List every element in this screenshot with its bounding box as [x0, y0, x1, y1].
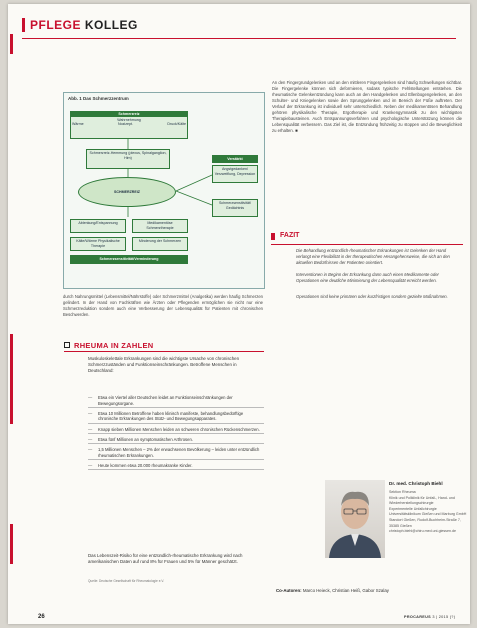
fazit-paragraph-3: Operationen sind keine primären oder kurzfristigen sondern gezielte Maßnahmen. [296, 294, 448, 299]
right-body-text [272, 80, 462, 134]
book-icon [64, 342, 70, 348]
figure-box-b2: Medikamentöse Schmerztherapie [132, 219, 188, 233]
figure-box-top-sub: Wahrnehmung [117, 117, 141, 122]
figure-box-b4: Minderung der Schmerzen [132, 237, 188, 251]
figure-box-b1: Ablenkung/Entspannung [70, 219, 126, 233]
rheuma-list [88, 395, 264, 473]
side-mark [10, 524, 13, 564]
rheuma-rule [64, 351, 264, 352]
figure-box-top-left: Wärme [72, 122, 84, 127]
figure-box-mid: Schmerzreiz-Hemmung (plexus, Spinalganglion, Hirn) [86, 149, 170, 169]
figure-box-b3: Kälte/Wärme Physikalische Therapie [70, 237, 126, 251]
header-accent [22, 18, 25, 32]
list-item: — Knapp sieben Millionen Menschen leiden an schweren chronischen Rückenschmerzen. [88, 427, 264, 435]
coauthors: Co-Autoren: Marco Heieck, Christian Heiß, Gabor Szalay [276, 588, 389, 593]
fazit-rule [271, 244, 463, 245]
page-number: 26 [38, 614, 45, 620]
figure-caption: Abb. 1 Das Schmerzzentrum [68, 96, 129, 101]
author-affiliation: Sektion Rheuma Klinik und Poliklinik für Unfall-, Hand- und Wiederherstellungschirurgie Experimentelle Unfallchirurgie Universitätsklinikum Gießen und Marburg GmbH Standort Gießen, Rudolf-Buchheim-Straße 7, 35385 Gießen christoph.biehl@chiru.med.uni-giessen.de [389, 490, 469, 535]
list-item: — Etwa 10 Millionen Betroffene haben klinisch manifeste, behandlungsbedürftige chronische Erkrankungen des Stütz- und Bewegungsapparates. [88, 411, 264, 424]
left-body-text: durch Nahrungsmittel (Lebensmittel/Nährstoffe) oder Schmerzmittel (Analgetika) werden häufig Schmerzen gelindert. In der Hand von Fachkräften wie Ärzten oder Pflegenden ermöglichen sie nicht nur eine Schmerzreduktion sondern auch eine Verbesserung der Lebensqualität für Patienten mit chronischen Beschwerden. [63, 294, 263, 317]
author-photo [325, 480, 385, 558]
rheuma-intro: Muskuloskelettale Erkrankungen sind die wichtigste Ursache von chronischen Schmerzzuständen und Funktionseinschränkungen. Betroffene Menschen in Deutschland: [88, 356, 240, 373]
right-body-paragraph: An den Fingergrundgelenken und an den mittleren Fingergelenken sind häufig Schwellungen sichtbar. Die Fingergelenke können sich deformieren, sodass typische Fehlstellungen entstehen. Die rheumatische Gelenkentzündung kann auch an den Handgelenken und Ellenbogengelenken, an den Schulter- und Kniegelenken sowie den Sprunggelenken und im Bereich der Füße auftreten. Der Verlauf der Erkrankung ist individuell sehr unterschiedlich. Neben der medikamentösen Behandlung gehören physikalische Therapie, Ergotherapie und Krankengymnastik zu den wichtigsten Therapiebausteinen. Auch Entspannungsverfahren und psychologische Unterstützung können die Lebensqualität verbessern. Das Ziel ist, die Entzündung frühzeitig zu stoppen und die Beweglichkeit zu erhalten. [272, 80, 462, 133]
side-mark [10, 334, 13, 424]
rheuma-outro: Das Lebenszeit-Risiko für eine entzündlich-rheumatische Erkrankung wird nach amerikanischen Daten auf rund 8% für Frauen und 5% für Männer geschätzt. [88, 553, 243, 564]
author-name: Dr. med. Christoph Biehl [389, 481, 443, 486]
side-mark [10, 34, 13, 54]
section-title-part2: KOLLEG [84, 18, 138, 32]
figure-box-bottom: Schmerzsensitivität/Verminderung [70, 255, 188, 264]
figure-box-top-mid: Nozizept. [118, 122, 133, 127]
figure-right-box2: Schmerzsensitivität/ Gedächtnis [212, 199, 258, 217]
list-item: — Etwa ein Viertel aller Deutschen leidet an Funktionseinschränkungen der Bewegungsorgane. [88, 395, 264, 408]
section-title [30, 18, 138, 32]
author-email[interactable]: christoph.biehl@chiru.med.uni-giessen.de [389, 529, 456, 534]
section-title-part1: PFLEGE [30, 18, 82, 32]
end-mark: ■ [295, 128, 298, 133]
author-portrait-icon [325, 480, 385, 558]
figure-ellipse: SCHMERZREIZ [78, 177, 176, 207]
page [8, 4, 470, 624]
fazit-paragraph-1: Die Behandlung entzündlich-rheumatischer Erkrankungen ist Gelenken der Hand verlangt eine Flexibilität in der therapeutischen Herangehensweise, die sich an den aktuellen Bedürfnissen der Patienten orientiert. [296, 248, 450, 265]
footer-magazine: PROCAREUS 3 | 2015 (?) [404, 615, 456, 619]
fazit-title: FAZIT [280, 232, 300, 239]
header-rule [22, 38, 456, 39]
figure-box-top-right: Druck/Kälte [167, 122, 186, 127]
rheuma-source: Quelle: Deutsche Gesellschaft für Rheumatologie e.V. [88, 579, 165, 583]
list-item: — 1,5 Millionen Menschen – 2% der erwachsenen Bevölkerung – leiden unter entzündlich rheumatischen Erkrankungen. [88, 447, 264, 460]
rheuma-title: RHEUMA IN ZAHLEN [74, 341, 154, 350]
figure-right-title: Verstärkt [212, 155, 258, 163]
fazit-paragraph-2: Interventionen in Beginn der Erkrankung dann auch einen Medikamente oder Operationen eine deutliche Minimierung der Lebensqualität erreicht werden. [296, 272, 439, 283]
figure-right-box1: Angstgedanken/ Verzweiflung, Depression [212, 165, 258, 183]
figure [63, 92, 265, 289]
list-item: — Heute kommen etwa 20.000 rheumakranke Kinder. [88, 463, 264, 471]
figure-box-top [70, 111, 188, 139]
list-item: — Etwa fünf Millionen an symptomatischen Arthrosen. [88, 437, 264, 445]
figure-box-top-title: Schmerzreiz [71, 112, 187, 117]
fazit-icon [271, 233, 275, 240]
